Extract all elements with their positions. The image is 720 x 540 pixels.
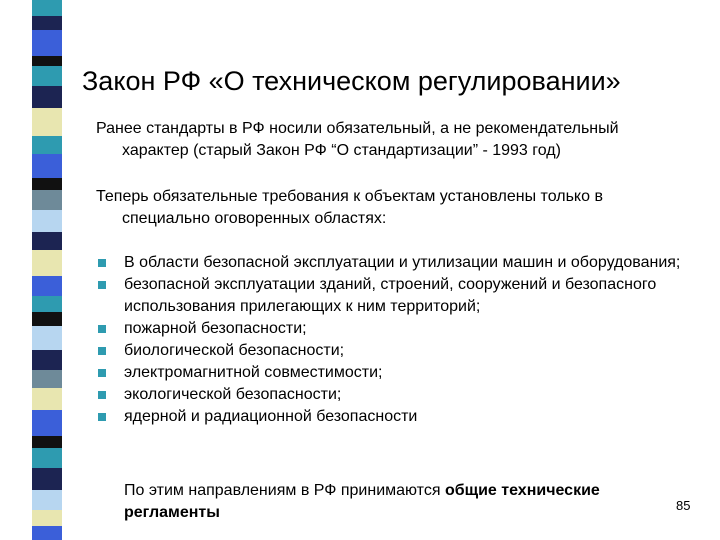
- stripe-segment: [32, 276, 62, 296]
- square-bullet-icon: [98, 281, 106, 289]
- stripe-segment: [32, 66, 62, 86]
- stripe-segment: [32, 388, 62, 410]
- list-item-text: биологической безопасности;: [124, 342, 345, 359]
- conclusion-text: [124, 480, 684, 524]
- bullet-list: [96, 252, 696, 428]
- square-bullet-icon: [98, 347, 106, 355]
- list-item: [96, 384, 696, 406]
- square-bullet-icon: [98, 325, 106, 333]
- stripe-segment: [32, 178, 62, 190]
- square-bullet-icon: [98, 413, 106, 421]
- list-item: [96, 318, 696, 340]
- paragraph-line: специально оговоренных областях:: [122, 210, 387, 227]
- stripe-segment: [32, 30, 62, 56]
- stripe-segment: [32, 108, 62, 136]
- stripe-segment: [32, 190, 62, 210]
- stripe-segment: [32, 350, 62, 370]
- list-item: [96, 340, 696, 362]
- stripe-segment: [32, 56, 62, 66]
- list-item-text: экологической безопасности;: [124, 386, 342, 403]
- stripe-segment: [32, 436, 62, 448]
- list-item-text: безопасной эксплуатации зданий, строений, сооружений и безопасного использования прилегающих к ним территорий;: [124, 276, 657, 315]
- list-item: [96, 274, 696, 318]
- square-bullet-icon: [98, 369, 106, 377]
- conclusion-normal: По этим направлениям в РФ принимаются: [124, 482, 445, 499]
- stripe-segment: [32, 448, 62, 468]
- square-bullet-icon: [98, 259, 106, 267]
- stripe-segment: [32, 232, 62, 250]
- conclusion-bold: общие технические регламенты: [124, 482, 600, 521]
- list-item: [96, 406, 696, 428]
- stripe-segment: [32, 468, 62, 490]
- paragraph-line: Ранее стандарты в РФ носили обязательный, а не рекомендательный: [96, 120, 619, 137]
- stripe-segment: [32, 410, 62, 436]
- stripe-segment: [32, 154, 62, 178]
- stripe-segment: [32, 526, 62, 540]
- list-item-text: пожарной безопасности;: [124, 320, 307, 337]
- stripe-segment: [32, 0, 62, 16]
- slide-title: Закон РФ «О техническом регулировании»: [82, 66, 621, 96]
- list-item-text: В области безопасной эксплуатации и утилизации машин и оборудования;: [124, 254, 681, 271]
- paragraph-current-requirements: [96, 186, 706, 230]
- stripe-segment: [32, 16, 62, 30]
- stripe-segment: [32, 136, 62, 154]
- stripe-segment: [32, 510, 62, 526]
- list-item: [96, 252, 696, 274]
- list-item-text: ядерной и радиационной безопасности: [124, 408, 418, 425]
- list-item: [96, 362, 696, 384]
- stripe-segment: [32, 370, 62, 388]
- stripe-segment: [32, 210, 62, 232]
- stripe-segment: [32, 250, 62, 276]
- paragraph-previous-standards: [96, 118, 706, 162]
- square-bullet-icon: [98, 391, 106, 399]
- stripe-segment: [32, 326, 62, 350]
- paragraph-line: характер (старый Закон РФ “О стандартизации” - 1993 год): [122, 142, 561, 159]
- stripe-segment: [32, 86, 62, 108]
- list-item-text: электромагнитной совместимости;: [124, 364, 383, 381]
- page-number: 85: [676, 498, 691, 513]
- stripe-segment: [32, 296, 62, 312]
- decorative-stripe: [32, 0, 62, 540]
- paragraph-line: Теперь обязательные требования к объектам установлены только в: [96, 188, 603, 205]
- stripe-segment: [32, 312, 62, 326]
- stripe-segment: [32, 490, 62, 510]
